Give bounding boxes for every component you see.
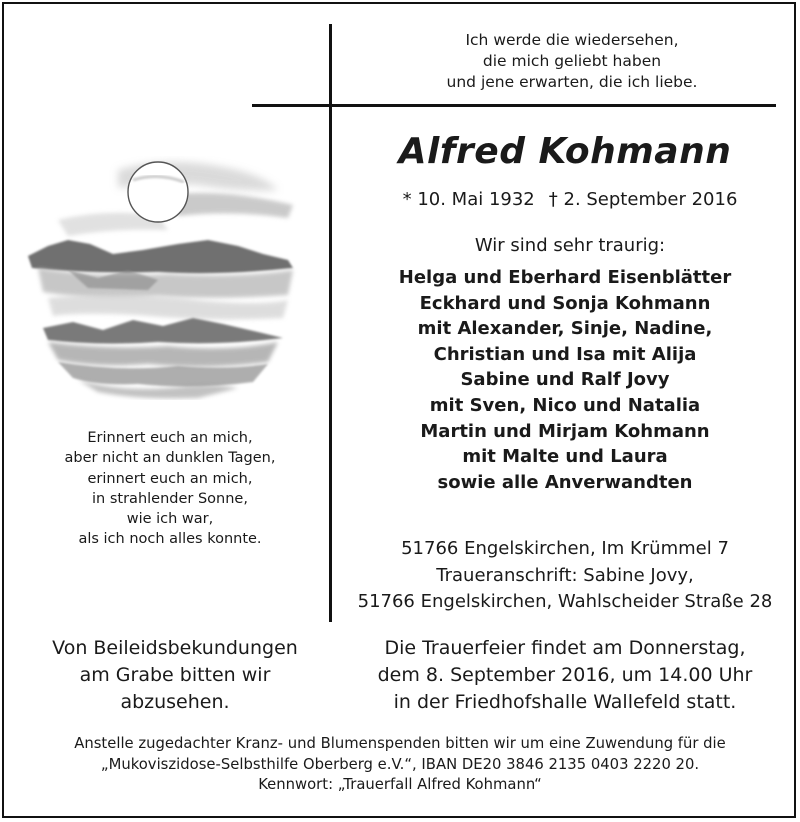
address-line: 51766 Engelskirchen, Im Krümmel 7 <box>401 538 729 559</box>
deceased-name: Alfred Kohmann <box>398 131 732 172</box>
sun-icon <box>128 162 188 222</box>
condolence-line: abzusehen. <box>120 691 230 713</box>
poem-line: aber nicht an dunklen Tagen, <box>64 450 276 467</box>
ceremony-line: dem 8. September 2016, um 14.00 Uhr <box>377 664 753 686</box>
birth-date: * 10. Mai 1932 <box>402 189 535 210</box>
motto-line: und jene erwarten, die ich liebe. <box>446 73 698 91</box>
cross-horizontal-bar <box>252 104 776 107</box>
motto-line: Ich werde die wiedersehen, <box>465 31 679 49</box>
ceremony-info <box>340 635 790 716</box>
donation-line: „Mukoviszidose-Selbsthilfe Oberberg e.V.“, IBAN DE20 3846 2135 0403 2220 20. <box>100 755 700 773</box>
cross-vertical-bar <box>329 24 332 622</box>
mourner-line: mit Sven, Nico und Natalia <box>429 394 701 416</box>
water-reflection <box>58 362 268 398</box>
address-line: Traueranschrift: Sabine Jovy, <box>436 564 694 586</box>
ceremony-line: in der Friedhofshalle Wallefeld statt. <box>393 691 737 713</box>
mourner-line: Eckhard und Sonja Kohmann <box>419 292 711 314</box>
mourner-line: sowie alle Anverwandten <box>437 471 693 493</box>
poem-line: in strahlender Sonne, <box>92 490 248 507</box>
mourners-list <box>340 265 790 495</box>
motto-line: die mich geliebt haben <box>482 52 662 70</box>
landscape-illustration <box>18 150 308 400</box>
condolence-line: Von Beileidsbekundungen <box>52 637 298 659</box>
mourner-line: Martin und Mirjam Kohmann <box>420 420 710 442</box>
address-block <box>330 536 800 616</box>
mourner-line: Helga und Eberhard Eisenblätter <box>398 267 732 288</box>
address-line: 51766 Engelskirchen, Wahlscheider Straße 28 <box>357 591 773 612</box>
poem-line: als ich noch alles konnte. <box>78 531 262 548</box>
motto-verse <box>372 30 772 93</box>
mourner-line: Christian und Isa mit Alija <box>433 343 697 365</box>
life-dates <box>360 188 780 212</box>
mourner-line: mit Malte und Laura <box>462 446 668 468</box>
condolence-line: am Grabe bitten wir <box>79 664 271 686</box>
mountain-ridge-upper <box>28 240 293 298</box>
mountain-ridge-lower <box>43 318 283 367</box>
mourner-line: Sabine und Ralf Jovy <box>460 369 670 391</box>
donation-line: Anstelle zugedachter Kranz- und Blumenspenden bitten wir um eine Zuwendung für die <box>74 735 726 752</box>
ceremony-line: Die Trauerfeier findet am Donnerstag, <box>384 637 746 659</box>
death-date: † 2. September 2016 <box>548 189 738 210</box>
poem-line: Erinnert euch an mich, <box>87 430 253 446</box>
donation-line: Kennwort: „Trauerfall Alfred Kohmann“ <box>258 776 542 793</box>
donation-note <box>20 734 780 796</box>
poem-line: erinnert euch an mich, <box>87 470 253 487</box>
condolence-request <box>30 635 320 716</box>
mourners-intro: Wir sind sehr traurig: <box>474 235 666 256</box>
mourner-line: mit Alexander, Sinje, Nadine, <box>417 318 713 340</box>
poem-line: wie ich war, <box>126 511 214 528</box>
poem-verse <box>40 428 300 550</box>
